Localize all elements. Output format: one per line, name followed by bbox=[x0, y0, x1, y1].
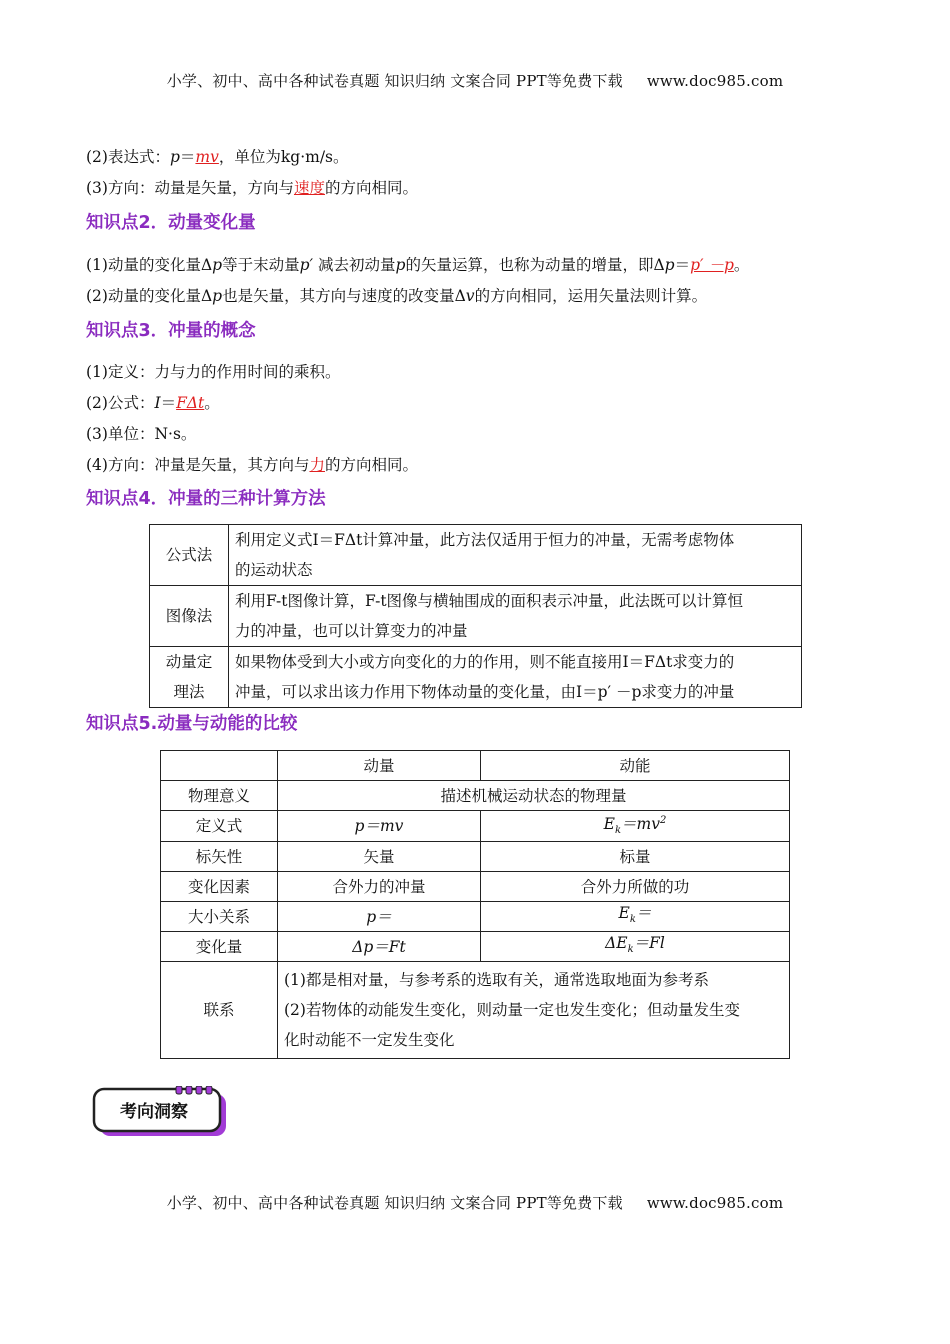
answer-impulse: FΔt bbox=[176, 394, 205, 412]
answer-dp: p′ －p bbox=[690, 256, 734, 274]
kp1-line-3: (3)方向：动量是矢量，方向与速度的方向相同。 bbox=[86, 179, 418, 197]
answer-velocity: 速度 bbox=[293, 179, 325, 197]
kp2-line-1: (1)动量的变化量Δp等于末动量p′ 减去初动量p的矢量运算，也称为动量的增量，即Δp＝p′ －p。 bbox=[86, 256, 750, 274]
method-label: 公式法 bbox=[150, 525, 229, 586]
footer-site: www.doc985.com bbox=[646, 1194, 784, 1212]
table-row bbox=[161, 751, 790, 781]
kp4-title: 知识点4．冲量的三种计算方法 bbox=[86, 489, 326, 509]
impulse-methods-table bbox=[149, 524, 802, 708]
table-row: 变化因素 合外力的冲量 合外力所做的功 bbox=[161, 872, 790, 902]
table-row bbox=[150, 647, 802, 708]
header-text: 小学、初中、高中各种试卷真题 知识归纳 文案合同 PPT等免费下载 bbox=[166, 72, 623, 90]
table-row bbox=[150, 525, 802, 586]
answer-force: 力 bbox=[309, 456, 325, 474]
section-badge bbox=[92, 1086, 228, 1138]
method-desc: 如果物体受到大小或方向变化的力的作用，则不能直接用I＝FΔt求变力的 冲量，可以求出该力作用下物体动量的变化量，由I＝p′ －p求变力的冲量 bbox=[229, 647, 802, 708]
answer-mv: mv bbox=[195, 148, 219, 166]
kp3-line-1: (1)定义：力与力的作用时间的乘积。 bbox=[86, 363, 341, 381]
kp3-line-4: (4)方向：冲量是矢量，其方向与力的方向相同。 bbox=[86, 456, 418, 474]
table-row: 大小关系 p＝ $E_k=$ bbox=[161, 902, 790, 932]
method-label: 图像法 bbox=[150, 586, 229, 647]
kp1-line-2: (2)表达式：p＝mv，单位为kg·m/s。 bbox=[86, 148, 349, 166]
method-label: 动量定 理法 bbox=[150, 647, 229, 708]
momentum-vs-energy-table bbox=[160, 750, 790, 1059]
col-momentum: 动量 bbox=[278, 751, 481, 781]
table-row bbox=[150, 586, 802, 647]
method-desc: 利用定义式I＝FΔt计算冲量，此方法仅适用于恒力的冲量，无需考虑物体 的运动状态 bbox=[229, 525, 802, 586]
footer-text: 小学、初中、高中各种试卷真题 知识归纳 文案合同 PPT等免费下载 bbox=[166, 1194, 623, 1212]
kp3-line-2: (2)公式：I＝FΔt。 bbox=[86, 394, 220, 412]
badge-text: 考向洞察 bbox=[120, 1102, 188, 1122]
method-desc: 利用F-t图像计算，F-t图像与横轴围成的面积表示冲量，此法既可以计算恒 力的冲量，也可以计算变力的冲量 bbox=[229, 586, 802, 647]
kp2-title: 知识点2．动量变化量 bbox=[86, 213, 256, 233]
page-header bbox=[0, 70, 950, 91]
table-row: 标矢性 矢量 标量 bbox=[161, 842, 790, 872]
page-footer bbox=[0, 1192, 950, 1213]
table-row: 变化量 Δp＝Ft $\Delta E_k=Fl$ bbox=[161, 932, 790, 962]
kp5-title: 知识点5.动量与动能的比较 bbox=[86, 714, 298, 734]
kp3-line-3: (3)单位：N·s。 bbox=[86, 425, 197, 443]
table-row: 定义式 p＝mv $E_k=mv^2$ bbox=[161, 811, 790, 842]
table-row: 联系 (1)都是相对量，与参考系的选取有关，通常选取地面为参考系 (2)若物体的动能发生变化，则动量一定也发生变化；但动量发生变 化时动能不一定发生变化 bbox=[161, 962, 790, 1059]
col-kinetic-energy: 动能 bbox=[481, 751, 790, 781]
header-site: www.doc985.com bbox=[646, 72, 784, 90]
kp2-line-2: (2)动量的变化量Δp也是矢量，其方向与速度的改变量Δv的方向相同，运用矢量法则计算。 bbox=[86, 287, 708, 305]
kp3-title: 知识点3．冲量的概念 bbox=[86, 321, 256, 341]
table-row: 物理意义 描述机械运动状态的物理量 bbox=[161, 781, 790, 811]
